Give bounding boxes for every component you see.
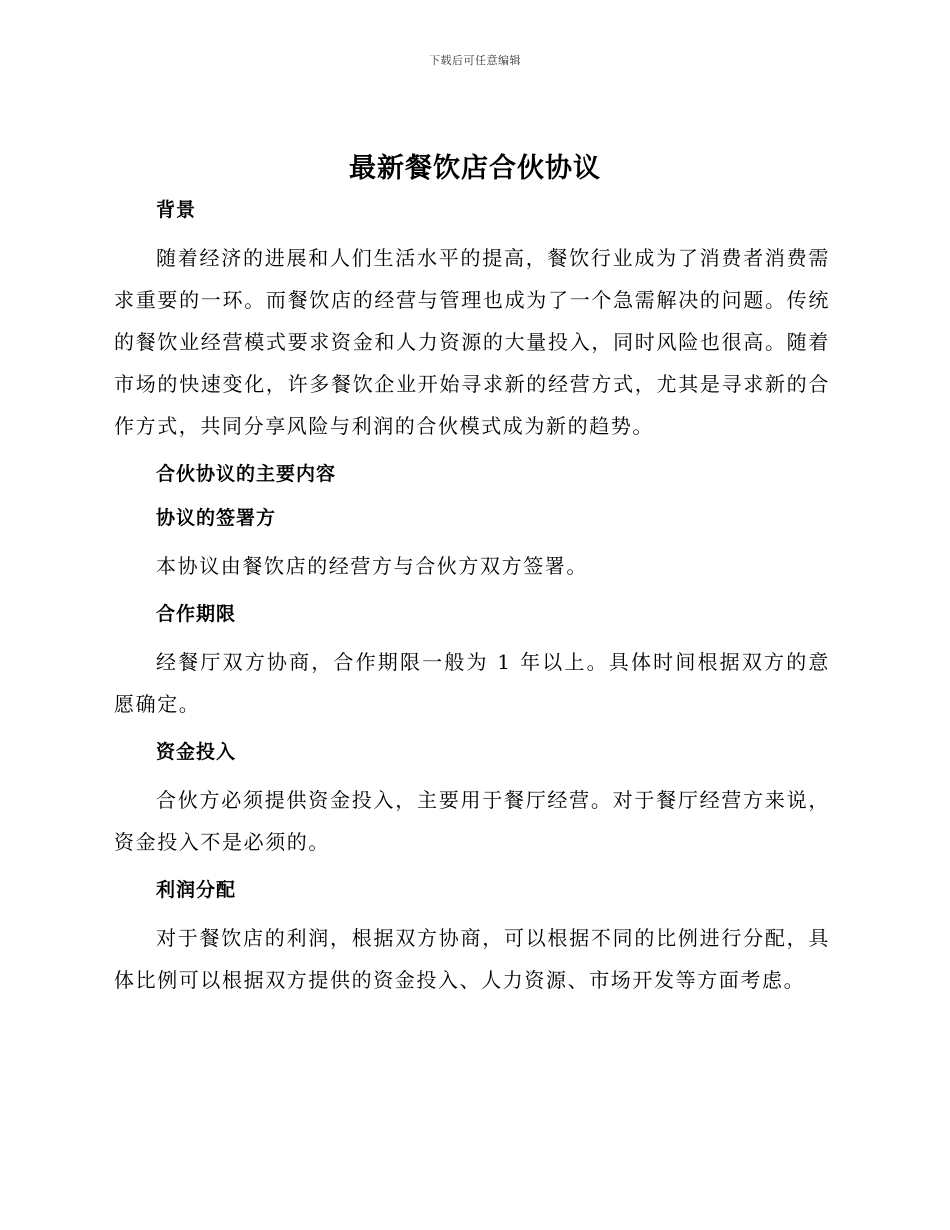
section-paragraph: 本协议由餐饮店的经营方与合伙方双方签署。: [156, 554, 588, 578]
section-paragraph: 经餐厅双方协商，合作期限一般为 1 年以上。具体时间根据双方的意愿确定。: [114, 650, 830, 716]
section-paragraph: 随着经济的进展和人们生活水平的提高，餐饮行业成为了消费者消费需求重要的一环。而餐饮店的经营与管理也成为了一个急需解决的问题。传统的餐饮业经营模式要求资金和人力资源的大量投入，同时风险也很高。随着市场的快速变化，许多餐饮企业开始寻求新的经营方式，尤其是寻求新的合作方式，共同分享风险与利润的合伙模式成为新的趋势。: [114, 246, 830, 438]
section-heading: 利润分配: [156, 879, 237, 901]
section-paragraph: 合伙方必须提供资金投入，主要用于餐厅经营。对于餐厅经营方来说，资金投入不是必须的。: [114, 788, 830, 854]
section-heading: 合伙协议的主要内容: [156, 463, 337, 485]
section-heading: 合作期限: [156, 603, 237, 625]
section-profit: [114, 873, 830, 1001]
section-heading: 背景: [156, 199, 197, 221]
section-heading: 协议的签署方: [156, 507, 277, 529]
section-capital: [114, 735, 830, 863]
section-main-content: [114, 457, 830, 491]
section-background: [114, 193, 830, 447]
section-paragraph: 对于餐饮店的利润，根据双方协商，可以根据不同的比例进行分配，具体比例可以根据双方提供的资金投入、人力资源、市场开发等方面考虑。: [114, 926, 830, 992]
section-term: [114, 597, 830, 725]
document-title: 最新餐饮店合伙协议: [349, 153, 601, 184]
section-signatories: [114, 501, 830, 587]
section-heading: 资金投入: [156, 741, 237, 763]
header-note: 下载后可任意编辑: [429, 54, 521, 67]
document-body: [114, 193, 830, 1011]
